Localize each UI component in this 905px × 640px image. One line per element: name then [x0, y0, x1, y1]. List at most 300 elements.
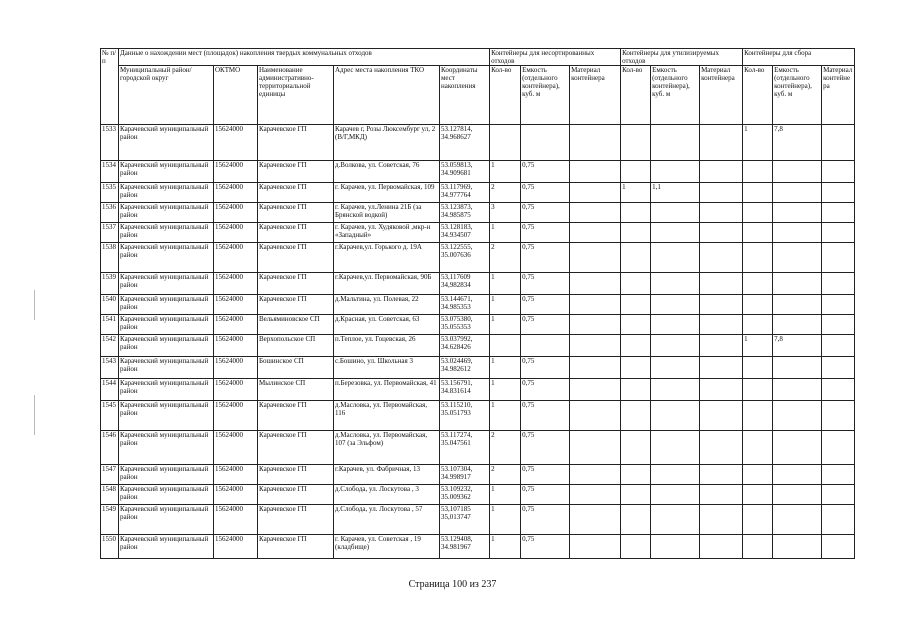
recycled-count-cell	[621, 357, 651, 379]
recycled-capacity-cell	[651, 357, 700, 379]
row-number: 1541	[101, 315, 119, 335]
oktmo-cell: 15624000	[214, 161, 258, 183]
mixed-capacity-cell: 0,75	[521, 535, 570, 559]
oktmo-cell: 15624000	[214, 505, 258, 535]
row-number: 1534	[101, 161, 119, 183]
collection-count-cell	[743, 243, 773, 273]
mixed-material-cell	[570, 273, 621, 295]
collection-capacity-cell	[773, 243, 822, 273]
recycled-count-cell	[621, 125, 651, 161]
scan-mark	[34, 395, 35, 435]
district-cell: Карачевский муниципальный район	[119, 401, 214, 431]
oktmo-cell: 15624000	[214, 535, 258, 559]
coords-cell: 53.115210, 35.051793	[440, 401, 490, 431]
row-number: 1536	[101, 203, 119, 223]
mixed-count-cell: 1	[490, 223, 521, 243]
mixed-material-cell	[570, 183, 621, 203]
mixed-material-cell	[570, 379, 621, 401]
recycled-material-cell	[700, 505, 743, 535]
header-group-mixed: Контейнеры для несортированных отходов	[490, 49, 621, 66]
recycled-material-cell	[700, 431, 743, 465]
table-row	[101, 335, 855, 357]
recycled-capacity-cell	[651, 505, 700, 535]
collection-capacity-cell	[773, 223, 822, 243]
header-count: Кол-во	[490, 66, 521, 125]
collection-material-cell	[822, 125, 855, 161]
table-row	[101, 535, 855, 559]
territory-cell: Мылинское СП	[258, 379, 334, 401]
territory-cell: Бошинское СП	[258, 357, 334, 379]
table-row	[101, 431, 855, 465]
district-cell: Карачевский муниципальный район	[119, 315, 214, 335]
district-cell: Карачевский муниципальный район	[119, 273, 214, 295]
address-cell: г. Карачев, ул. Худяковой ,мкр-н «Западный»	[334, 223, 440, 243]
recycled-count-cell	[621, 485, 651, 505]
territory-cell: Карачевское ГП	[258, 485, 334, 505]
mixed-count-cell: 3	[490, 203, 521, 223]
coords-cell: 53,107185 35,013747	[440, 505, 490, 535]
coords-cell: 53.128183, 34.934507	[440, 223, 490, 243]
coords-cell: 53.107304, 34.998917	[440, 465, 490, 485]
address-cell: г.Карачев, ул. Фабричная, 13	[334, 465, 440, 485]
row-number: 1535	[101, 183, 119, 203]
row-number: 1533	[101, 125, 119, 161]
header-material: Материал контейнера	[570, 66, 621, 125]
row-number: 1547	[101, 465, 119, 485]
collection-material-cell	[822, 183, 855, 203]
collection-material-cell	[822, 379, 855, 401]
district-cell: Карачевский муниципальный район	[119, 465, 214, 485]
header-material: Материал контейнера	[700, 66, 743, 125]
territory-cell: Карачевское ГП	[258, 243, 334, 273]
mixed-material-cell	[570, 431, 621, 465]
mixed-capacity-cell: 0,75	[521, 465, 570, 485]
coords-cell: 53.109232, 35.009362	[440, 485, 490, 505]
header-capacity: Емкость (отдельного контейнера), куб. м	[773, 66, 822, 125]
recycled-material-cell	[700, 273, 743, 295]
row-number: 1550	[101, 535, 119, 559]
mixed-material-cell	[570, 243, 621, 273]
header-group-recycled: Контейнеры для утилизируемых отходов	[621, 49, 743, 66]
recycled-count-cell	[621, 465, 651, 485]
territory-cell: Карачевское ГП	[258, 465, 334, 485]
address-cell: д.Масловка, ул. Первомайская, 107 (за Эльфом)	[334, 431, 440, 465]
coords-cell: 53.117274, 35.047561	[440, 431, 490, 465]
collection-material-cell	[822, 223, 855, 243]
coords-cell: 53.075380, 35.055353	[440, 315, 490, 335]
collection-capacity-cell	[773, 273, 822, 295]
oktmo-cell: 15624000	[214, 401, 258, 431]
table-row	[101, 295, 855, 315]
collection-count-cell	[743, 203, 773, 223]
coords-cell: 53.024469, 34.982612	[440, 357, 490, 379]
mixed-capacity-cell: 0,75	[521, 273, 570, 295]
header-row-columns	[101, 66, 855, 125]
row-number: 1543	[101, 357, 119, 379]
recycled-capacity-cell	[651, 379, 700, 401]
coords-cell: 53.156791, 34.831614	[440, 379, 490, 401]
coords-cell: 53.059813, 34.909681	[440, 161, 490, 183]
collection-capacity-cell	[773, 401, 822, 431]
collection-count-cell	[743, 357, 773, 379]
recycled-count-cell	[621, 431, 651, 465]
header-row-groups	[101, 49, 855, 66]
address-cell: д.Слобода, ул. Лоскутова , 57	[334, 505, 440, 535]
recycled-capacity-cell	[651, 431, 700, 465]
mixed-count-cell	[490, 335, 521, 357]
territory-cell: Карачевское ГП	[258, 535, 334, 559]
address-cell: д.Масловка, ул. Первомайская, 116	[334, 401, 440, 431]
mixed-count-cell: 1	[490, 315, 521, 335]
mixed-material-cell	[570, 505, 621, 535]
collection-capacity-cell	[773, 357, 822, 379]
mixed-material-cell	[570, 535, 621, 559]
district-cell: Карачевский муниципальный район	[119, 379, 214, 401]
recycled-capacity-cell	[651, 465, 700, 485]
address-cell: г.Карачев,ул. Первомайская, 90Б	[334, 273, 440, 295]
address-cell: с.Бошино, ул. Школьная 3	[334, 357, 440, 379]
address-cell: д.Слобода, ул. Лоскутова , 3	[334, 485, 440, 505]
recycled-material-cell	[700, 161, 743, 183]
collection-count-cell	[743, 401, 773, 431]
collection-capacity-cell	[773, 161, 822, 183]
coords-cell: 53.117969, 34.977764	[440, 183, 490, 203]
collection-material-cell	[822, 431, 855, 465]
header-num: № п/п	[101, 49, 119, 125]
district-cell: Карачевский муниципальный район	[119, 183, 214, 203]
recycled-material-cell	[700, 335, 743, 357]
recycled-material-cell	[700, 125, 743, 161]
table-row	[101, 273, 855, 295]
row-number: 1544	[101, 379, 119, 401]
oktmo-cell: 15624000	[214, 431, 258, 465]
address-cell: г. Карачев, ул.Ленина 21Б (за Брянской водкой)	[334, 203, 440, 223]
address-cell: п.Теплое, ул. Гоцевская, 26	[334, 335, 440, 357]
recycled-count-cell	[621, 401, 651, 431]
recycled-material-cell	[700, 315, 743, 335]
address-cell: д.Мальтина, ул. Полевая, 22	[334, 295, 440, 315]
recycled-material-cell	[700, 203, 743, 223]
mixed-material-cell	[570, 295, 621, 315]
coords-cell: 53.144671, 34.985353	[440, 295, 490, 315]
territory-cell: Вельяминовское СП	[258, 315, 334, 335]
recycled-capacity-cell	[651, 485, 700, 505]
oktmo-cell: 15624000	[214, 295, 258, 315]
oktmo-cell: 15624000	[214, 315, 258, 335]
header-oktmo: ОКТМО	[214, 66, 258, 125]
territory-cell: Карачевское ГП	[258, 183, 334, 203]
mixed-material-cell	[570, 223, 621, 243]
oktmo-cell: 15624000	[214, 273, 258, 295]
page-number: Страница 100 из 237	[408, 579, 497, 590]
coords-cell: 53.127814, 34.968627	[440, 125, 490, 161]
district-cell: Карачевский муниципальный район	[119, 431, 214, 465]
mixed-capacity-cell	[521, 335, 570, 357]
header-count: Кол-во	[621, 66, 651, 125]
mixed-capacity-cell: 0,75	[521, 161, 570, 183]
collection-material-cell	[822, 465, 855, 485]
district-cell: Карачевский муниципальный район	[119, 335, 214, 357]
recycled-material-cell	[700, 223, 743, 243]
collection-material-cell	[822, 203, 855, 223]
recycled-capacity-cell	[651, 161, 700, 183]
collection-count-cell	[743, 379, 773, 401]
mixed-capacity-cell: 0,75	[521, 379, 570, 401]
district-cell: Карачевский муниципальный район	[119, 357, 214, 379]
table-row	[101, 161, 855, 183]
table-row	[101, 357, 855, 379]
oktmo-cell: 15624000	[214, 223, 258, 243]
row-number: 1539	[101, 273, 119, 295]
table-row	[101, 465, 855, 485]
territory-cell: Верхопольское СП	[258, 335, 334, 357]
oktmo-cell: 15624000	[214, 125, 258, 161]
collection-material-cell	[822, 535, 855, 559]
recycled-count-cell	[621, 223, 651, 243]
recycled-capacity-cell	[651, 125, 700, 161]
collection-count-cell	[743, 535, 773, 559]
mixed-capacity-cell: 0,75	[521, 485, 570, 505]
collection-material-cell	[822, 335, 855, 357]
collection-count-cell	[743, 485, 773, 505]
territory-cell: Карачевское ГП	[258, 273, 334, 295]
mixed-material-cell	[570, 315, 621, 335]
table-row	[101, 505, 855, 535]
recycled-material-cell	[700, 401, 743, 431]
address-cell: п.Березовка, ул. Первомайская, 41	[334, 379, 440, 401]
recycled-capacity-cell	[651, 223, 700, 243]
header-capacity: Емкость (отдельного контейнера), куб. м	[521, 66, 570, 125]
mixed-count-cell: 2	[490, 243, 521, 273]
collection-capacity-cell	[773, 485, 822, 505]
mixed-count-cell: 2	[490, 183, 521, 203]
recycled-capacity-cell: 1,1	[651, 183, 700, 203]
address-cell: г.Карачев,ул. Горького д. 19А	[334, 243, 440, 273]
table-row	[101, 223, 855, 243]
district-cell: Карачевский муниципальный район	[119, 161, 214, 183]
mixed-count-cell: 1	[490, 505, 521, 535]
coords-cell: 53.122555, 35.007636	[440, 243, 490, 273]
recycled-count-cell	[621, 315, 651, 335]
collection-material-cell	[822, 315, 855, 335]
collection-capacity-cell: 7,8	[773, 335, 822, 357]
mixed-material-cell	[570, 357, 621, 379]
table-row	[101, 315, 855, 335]
address-cell: д.Волкова, ул. Советская, 76	[334, 161, 440, 183]
registry-sheet	[100, 48, 854, 559]
territory-cell: Карачевское ГП	[258, 295, 334, 315]
recycled-capacity-cell	[651, 401, 700, 431]
oktmo-cell: 15624000	[214, 379, 258, 401]
recycled-count-cell	[621, 161, 651, 183]
row-number: 1538	[101, 243, 119, 273]
mixed-count-cell	[490, 125, 521, 161]
mixed-count-cell: 1	[490, 161, 521, 183]
territory-cell: Карачевское ГП	[258, 161, 334, 183]
mixed-capacity-cell: 0,75	[521, 431, 570, 465]
district-cell: Карачевский муниципальный район	[119, 203, 214, 223]
address-cell: г. Карачев, ул. Первомайская, 109	[334, 183, 440, 203]
mixed-material-cell	[570, 485, 621, 505]
collection-material-cell	[822, 295, 855, 315]
recycled-capacity-cell	[651, 203, 700, 223]
mixed-capacity-cell: 0,75	[521, 357, 570, 379]
mixed-capacity-cell: 0,75	[521, 203, 570, 223]
address-cell: г. Карачев, ул. Советская , 19 (кладбище)	[334, 535, 440, 559]
district-cell: Карачевский муниципальный район	[119, 535, 214, 559]
recycled-capacity-cell	[651, 243, 700, 273]
recycled-count-cell	[621, 273, 651, 295]
collection-count-cell	[743, 465, 773, 485]
oktmo-cell: 15624000	[214, 485, 258, 505]
mixed-material-cell	[570, 465, 621, 485]
recycled-material-cell	[700, 535, 743, 559]
header-coords: Координаты мест накопления	[440, 66, 490, 125]
collection-capacity-cell	[773, 203, 822, 223]
recycled-material-cell	[700, 357, 743, 379]
collection-material-cell	[822, 401, 855, 431]
recycled-count-cell	[621, 535, 651, 559]
collection-material-cell	[822, 485, 855, 505]
header-district: Муниципальный район/городской округ	[119, 66, 214, 125]
row-number: 1537	[101, 223, 119, 243]
table-row	[101, 183, 855, 203]
waste-sites-table	[100, 48, 855, 559]
mixed-count-cell: 1	[490, 273, 521, 295]
table-row	[101, 485, 855, 505]
mixed-count-cell: 1	[490, 401, 521, 431]
district-cell: Карачевский муниципальный район	[119, 125, 214, 161]
coords-cell: 53.123873, 34.985875	[440, 203, 490, 223]
collection-capacity-cell	[773, 505, 822, 535]
recycled-count-cell	[621, 379, 651, 401]
recycled-material-cell	[700, 243, 743, 273]
collection-count-cell: 1	[743, 335, 773, 357]
mixed-capacity-cell: 0,75	[521, 295, 570, 315]
collection-count-cell	[743, 183, 773, 203]
mixed-capacity-cell	[521, 125, 570, 161]
district-cell: Карачевский муниципальный район	[119, 485, 214, 505]
coords-cell: 53.129408, 34.981967	[440, 535, 490, 559]
table-row	[101, 203, 855, 223]
mixed-capacity-cell: 0,75	[521, 315, 570, 335]
row-number: 1548	[101, 485, 119, 505]
header-territory: Наименование административно-территориальной единицы	[258, 66, 334, 125]
mixed-capacity-cell: 0,75	[521, 223, 570, 243]
collection-capacity-cell: 7,8	[773, 125, 822, 161]
collection-count-cell	[743, 315, 773, 335]
collection-count-cell: 1	[743, 125, 773, 161]
collection-count-cell	[743, 431, 773, 465]
row-number: 1542	[101, 335, 119, 357]
oktmo-cell: 15624000	[214, 465, 258, 485]
recycled-capacity-cell	[651, 295, 700, 315]
collection-capacity-cell	[773, 535, 822, 559]
collection-capacity-cell	[773, 465, 822, 485]
row-number: 1549	[101, 505, 119, 535]
territory-cell: Карачевское ГП	[258, 505, 334, 535]
oktmo-cell: 15624000	[214, 335, 258, 357]
header-group-location: Данные о нахождении мест (площадок) накопления твердых коммунальных отходов	[119, 49, 490, 66]
mixed-material-cell	[570, 401, 621, 431]
collection-count-cell	[743, 273, 773, 295]
collection-material-cell	[822, 243, 855, 273]
recycled-capacity-cell	[651, 335, 700, 357]
collection-count-cell	[743, 161, 773, 183]
recycled-count-cell: 1	[621, 183, 651, 203]
mixed-count-cell: 2	[490, 465, 521, 485]
mixed-material-cell	[570, 161, 621, 183]
collection-count-cell	[743, 505, 773, 535]
collection-material-cell	[822, 357, 855, 379]
mixed-capacity-cell: 0,75	[521, 243, 570, 273]
header-address: Адрес места накопления ТКО	[334, 66, 440, 125]
district-cell: Карачевский муниципальный район	[119, 295, 214, 315]
oktmo-cell: 15624000	[214, 183, 258, 203]
mixed-count-cell: 1	[490, 379, 521, 401]
mixed-material-cell	[570, 125, 621, 161]
address-cell: д.Красная, ул. Советская, 63	[334, 315, 440, 335]
recycled-capacity-cell	[651, 273, 700, 295]
recycled-capacity-cell	[651, 535, 700, 559]
recycled-material-cell	[700, 183, 743, 203]
address-cell: Карачев г, Розы Люксембург ул, 2 (В/Г,МКД)	[334, 125, 440, 161]
mixed-count-cell: 1	[490, 357, 521, 379]
collection-capacity-cell	[773, 315, 822, 335]
header-count: Кол-во	[743, 66, 773, 125]
mixed-count-cell: 1	[490, 485, 521, 505]
row-number: 1546	[101, 431, 119, 465]
table-row	[101, 243, 855, 273]
header-material: Материал контейнера	[822, 66, 855, 125]
recycled-count-cell	[621, 505, 651, 535]
collection-capacity-cell	[773, 379, 822, 401]
collection-material-cell	[822, 273, 855, 295]
territory-cell: Карачевское ГП	[258, 223, 334, 243]
coords-cell: 53,117609 34,982834	[440, 273, 490, 295]
oktmo-cell: 15624000	[214, 243, 258, 273]
district-cell: Карачевский муниципальный район	[119, 505, 214, 535]
territory-cell: Карачевское ГП	[258, 401, 334, 431]
collection-capacity-cell	[773, 431, 822, 465]
collection-capacity-cell	[773, 295, 822, 315]
territory-cell: Карачевское ГП	[258, 125, 334, 161]
collection-capacity-cell	[773, 183, 822, 203]
oktmo-cell: 15624000	[214, 203, 258, 223]
territory-cell: Карачевское ГП	[258, 203, 334, 223]
recycled-material-cell	[700, 379, 743, 401]
recycled-material-cell	[700, 465, 743, 485]
collection-count-cell	[743, 223, 773, 243]
collection-count-cell	[743, 295, 773, 315]
row-number: 1540	[101, 295, 119, 315]
collection-material-cell	[822, 505, 855, 535]
recycled-count-cell	[621, 295, 651, 315]
oktmo-cell: 15624000	[214, 357, 258, 379]
recycled-count-cell	[621, 203, 651, 223]
collection-material-cell	[822, 161, 855, 183]
recycled-material-cell	[700, 295, 743, 315]
header-group-collection: Контейнеры для сбора	[743, 49, 855, 66]
recycled-material-cell	[700, 485, 743, 505]
mixed-material-cell	[570, 203, 621, 223]
row-number: 1545	[101, 401, 119, 431]
mixed-capacity-cell: 0,75	[521, 505, 570, 535]
mixed-capacity-cell: 0,75	[521, 183, 570, 203]
scan-mark	[34, 290, 35, 320]
district-cell: Карачевский муниципальный район	[119, 243, 214, 273]
recycled-count-cell	[621, 243, 651, 273]
